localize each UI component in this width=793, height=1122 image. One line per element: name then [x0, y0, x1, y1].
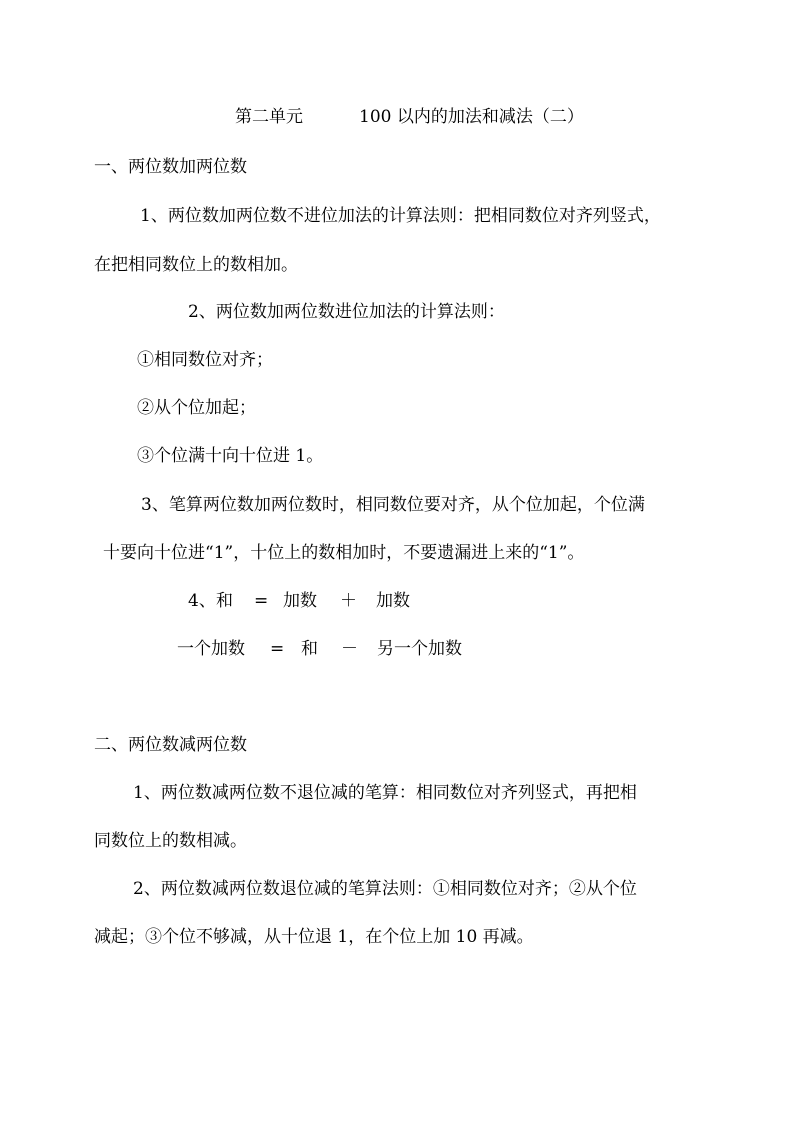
paragraph-line: 2、两位数减两位数退位减的笔算法则：①相同数位对齐；②从个位 [133, 879, 637, 899]
paragraph-line: 减起；③个位不够减，从十位退 1，在个位上加 10 再减。 [94, 927, 534, 947]
list-item: ②从个位加起； [137, 398, 256, 418]
paragraph-line: 同数位上的数相减。 [94, 831, 247, 851]
paragraph-line: 1、两位数加两位数不进位加法的计算法则：把相同数位对齐列竖式， [140, 206, 661, 226]
paragraph-line: 十要向十位进“1”，十位上的数相加时，不要遗漏进上来的“1”。 [103, 543, 585, 563]
section-heading: 一、两位数加两位数 [94, 157, 247, 177]
list-item: ③个位满十向十位进 1。 [137, 446, 324, 466]
paragraph-line: 3、笔算两位数加两位数时，相同数位要对齐，从个位加起，个位满 [141, 495, 645, 515]
title-topic: 100 以内的加法和减法（二） [359, 107, 584, 127]
paragraph-line: 2、两位数加两位数进位加法的计算法则： [188, 302, 505, 322]
paragraph-line: 1、两位数减两位数不退位减的笔算：相同数位对齐列竖式，再把相 [133, 783, 637, 803]
title-unit: 第二单元 [235, 107, 303, 127]
section-heading: 二、两位数减两位数 [94, 735, 247, 755]
paragraph-line: 在把相同数位上的数相加。 [94, 255, 298, 275]
list-item: ①相同数位对齐； [137, 350, 273, 370]
